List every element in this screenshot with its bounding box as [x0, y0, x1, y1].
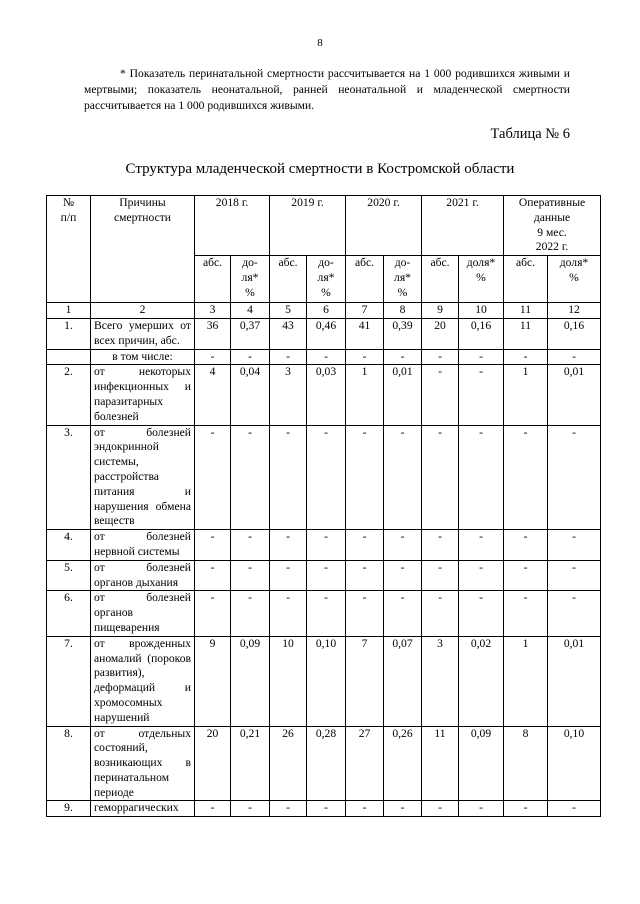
row-number: 2. [47, 365, 91, 425]
value-cell: - [307, 591, 346, 636]
value-cell: 0,01 [384, 365, 422, 425]
table-label: Таблица № 6 [490, 126, 570, 142]
value-cell: - [307, 425, 346, 530]
header-abs-2021: абс. [422, 256, 459, 303]
value-cell: 0,28 [307, 726, 346, 801]
value-cell: 0,10 [307, 636, 346, 726]
header-share-2019: до- ля* % [307, 256, 346, 303]
header-year-2021: 2021 г. [422, 196, 504, 256]
value-cell: 1 [346, 365, 384, 425]
cause-cell: от некоторых инфекционных и паразитарных болезней [91, 365, 195, 425]
column-number: 7 [346, 303, 384, 319]
header-operative-2022: Оперативные данные 9 мес. 2022 г. [504, 196, 601, 256]
row-number: 3. [47, 425, 91, 530]
cause-cell: от врожденных аномалий (пороков развития), деформаций и хромосомных нарушений [91, 636, 195, 726]
column-number: 11 [504, 303, 548, 319]
value-cell: - [195, 560, 231, 591]
value-cell: - [422, 591, 459, 636]
cause-cell: от болезней органов дыхания [91, 560, 195, 591]
value-cell: - [548, 349, 601, 365]
value-cell: - [504, 591, 548, 636]
header-share-2020: до- ля* % [384, 256, 422, 303]
value-cell: 7 [346, 636, 384, 726]
value-cell: 0,01 [548, 636, 601, 726]
value-cell: - [459, 801, 504, 817]
table-row [47, 318, 601, 349]
value-cell: - [231, 591, 270, 636]
value-cell: 41 [346, 318, 384, 349]
table-row [47, 425, 601, 530]
header-share-2021: доля* % [459, 256, 504, 303]
value-cell: 36 [195, 318, 231, 349]
cause-cell: от отдельных состояний, возникающих в перинатальном периоде [91, 726, 195, 801]
row-number: 4. [47, 530, 91, 561]
value-cell: - [384, 560, 422, 591]
column-number-row [47, 303, 601, 319]
value-cell: 0,26 [384, 726, 422, 801]
value-cell: - [459, 560, 504, 591]
cause-cell: Всего умерших от всех причин, абс. [91, 318, 195, 349]
value-cell: 0,10 [548, 726, 601, 801]
header-abs-2019: абс. [270, 256, 307, 303]
value-cell: - [548, 530, 601, 561]
column-number: 8 [384, 303, 422, 319]
header-abs-2022: абс. [504, 256, 548, 303]
value-cell: - [195, 801, 231, 817]
header-share-2022: доля* % [548, 256, 601, 303]
value-cell: - [231, 560, 270, 591]
value-cell: - [504, 560, 548, 591]
value-cell: - [270, 801, 307, 817]
value-cell: 26 [270, 726, 307, 801]
value-cell: - [548, 801, 601, 817]
value-cell: - [384, 425, 422, 530]
cause-cell: от болезней нервной системы [91, 530, 195, 561]
header-share-2018: до- ля* % [231, 256, 270, 303]
value-cell: 0,03 [307, 365, 346, 425]
header-year-2020: 2020 г. [346, 196, 422, 256]
row-number: 1. [47, 318, 91, 349]
value-cell: - [459, 349, 504, 365]
value-cell: - [346, 530, 384, 561]
value-cell: - [422, 801, 459, 817]
value-cell: 3 [270, 365, 307, 425]
value-cell: - [270, 425, 307, 530]
value-cell: 0,09 [459, 726, 504, 801]
value-cell: - [307, 560, 346, 591]
value-cell: - [231, 530, 270, 561]
value-cell: - [307, 349, 346, 365]
page-number: 8 [317, 37, 323, 49]
cause-cell: в том числе: [91, 349, 195, 365]
value-cell: 8 [504, 726, 548, 801]
value-cell: - [459, 591, 504, 636]
table-title: Структура младенческой смертности в Костромской области [125, 161, 515, 177]
row-number: 9. [47, 801, 91, 817]
value-cell: - [422, 365, 459, 425]
value-cell: - [270, 591, 307, 636]
value-cell: - [384, 801, 422, 817]
value-cell: - [346, 425, 384, 530]
value-cell: - [270, 349, 307, 365]
header-year-2018: 2018 г. [195, 196, 270, 256]
value-cell: - [195, 530, 231, 561]
value-cell: - [504, 425, 548, 530]
table-row [47, 530, 601, 561]
header-abs-2020: абс. [346, 256, 384, 303]
table-row [47, 560, 601, 591]
table-row [47, 636, 601, 726]
value-cell: 0,02 [459, 636, 504, 726]
column-number: 2 [91, 303, 195, 319]
cause-cell: от болезней органов пищеварения [91, 591, 195, 636]
value-cell: - [384, 530, 422, 561]
table-row [47, 726, 601, 801]
value-cell: - [422, 349, 459, 365]
row-number: 6. [47, 591, 91, 636]
column-number: 3 [195, 303, 231, 319]
value-cell: 1 [504, 365, 548, 425]
value-cell: - [504, 530, 548, 561]
value-cell: 3 [422, 636, 459, 726]
value-cell: - [548, 560, 601, 591]
value-cell: - [422, 530, 459, 561]
value-cell: 20 [422, 318, 459, 349]
value-cell: - [231, 425, 270, 530]
mortality-structure-table [46, 195, 601, 817]
value-cell: - [346, 560, 384, 591]
value-cell: - [307, 530, 346, 561]
value-cell: - [307, 801, 346, 817]
value-cell: 4 [195, 365, 231, 425]
header-year-2019: 2019 г. [270, 196, 346, 256]
value-cell: 0,21 [231, 726, 270, 801]
value-cell: - [548, 591, 601, 636]
cause-cell: геморрагических [91, 801, 195, 817]
value-cell: - [231, 349, 270, 365]
value-cell: - [195, 349, 231, 365]
value-cell: - [346, 349, 384, 365]
value-cell: - [459, 425, 504, 530]
column-number: 12 [548, 303, 601, 319]
value-cell: 27 [346, 726, 384, 801]
value-cell: 43 [270, 318, 307, 349]
value-cell: - [270, 560, 307, 591]
value-cell: - [231, 801, 270, 817]
table-row [47, 365, 601, 425]
column-number: 5 [270, 303, 307, 319]
column-number: 9 [422, 303, 459, 319]
value-cell: 10 [270, 636, 307, 726]
table-row [47, 801, 601, 817]
table-row [47, 591, 601, 636]
value-cell: 0,04 [231, 365, 270, 425]
value-cell: 0,37 [231, 318, 270, 349]
column-number: 1 [47, 303, 91, 319]
value-cell: 1 [504, 636, 548, 726]
value-cell: - [504, 801, 548, 817]
value-cell: 9 [195, 636, 231, 726]
value-cell: 11 [422, 726, 459, 801]
value-cell: 0,07 [384, 636, 422, 726]
value-cell: 0,01 [548, 365, 601, 425]
value-cell: - [270, 530, 307, 561]
value-cell: - [195, 425, 231, 530]
value-cell: 0,39 [384, 318, 422, 349]
row-number: 7. [47, 636, 91, 726]
column-number: 6 [307, 303, 346, 319]
value-cell: - [504, 349, 548, 365]
value-cell: - [459, 365, 504, 425]
value-cell: - [548, 425, 601, 530]
value-cell: 0,46 [307, 318, 346, 349]
value-cell: 0,16 [548, 318, 601, 349]
value-cell: - [346, 591, 384, 636]
value-cell: - [422, 560, 459, 591]
value-cell: - [384, 591, 422, 636]
header-number: № п/п [47, 196, 91, 303]
value-cell: 0,09 [231, 636, 270, 726]
footnote: * Показатель перинатальной смертности рассчитывается на 1 000 родившихся живыми и мертвыми; показатель неонатальной, ранней неонатальной и младенческой смертности рассчитывается на 1 000 родившихся живыми. [84, 67, 570, 112]
value-cell: - [384, 349, 422, 365]
header-abs-2018: абс. [195, 256, 231, 303]
table-row [47, 349, 601, 365]
value-cell: - [346, 801, 384, 817]
row-number: 5. [47, 560, 91, 591]
header-row-1 [47, 196, 601, 256]
header-cause: Причины смертности [91, 196, 195, 303]
cause-cell: от болезней эндокринной системы, расстройства питания и нарушения обмена веществ [91, 425, 195, 530]
column-number: 10 [459, 303, 504, 319]
value-cell: - [459, 530, 504, 561]
value-cell: - [422, 425, 459, 530]
row-number [47, 349, 91, 365]
value-cell: - [195, 591, 231, 636]
row-number: 8. [47, 726, 91, 801]
column-number: 4 [231, 303, 270, 319]
value-cell: 11 [504, 318, 548, 349]
value-cell: 0,16 [459, 318, 504, 349]
value-cell: 20 [195, 726, 231, 801]
